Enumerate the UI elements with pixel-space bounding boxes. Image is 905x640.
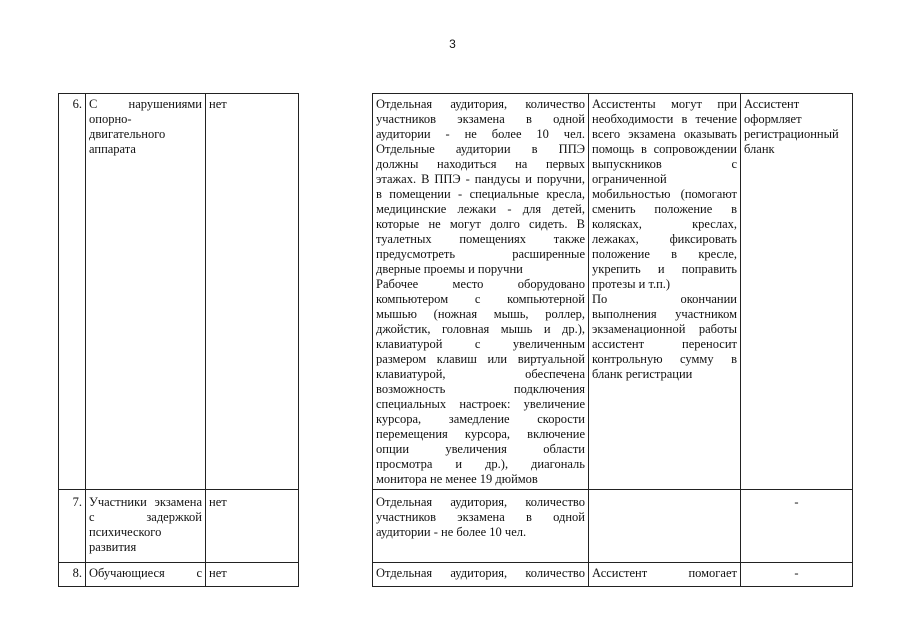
text-line: По окончании <box>592 292 737 306</box>
text-line: Ассистенты могут при <box>592 97 737 111</box>
text-line: опции увеличения области <box>376 442 585 456</box>
page-number: 3 <box>449 37 456 51</box>
text-line: аппарата <box>89 142 136 156</box>
text-line: двигательного <box>89 127 166 141</box>
text-line: опорно- <box>89 112 132 126</box>
text-line: просмотра и др.), диагональ <box>376 457 585 471</box>
text-line: необходимости в течение <box>592 112 737 126</box>
assistant-duties-cell <box>589 490 741 563</box>
text-line: С нарушениями <box>89 97 202 111</box>
text-line: выполнения участником <box>592 307 737 321</box>
text-line: Отдельная аудитория, количество <box>376 495 585 509</box>
text-line: положение в кресле, <box>592 247 737 261</box>
note-cell: нет <box>206 563 299 587</box>
text-line: этажах. В ППЭ - пандусы и поручни, <box>376 172 585 186</box>
text-line: Ассистент <box>744 97 800 111</box>
text-line: дверные проемы и поручни <box>376 262 523 276</box>
text-line: участников экзамена в одной <box>376 112 585 126</box>
text-line: перемещения курсора, включение <box>376 427 585 441</box>
text-line: Ассистент помогает <box>592 566 737 580</box>
text-line: развития <box>89 540 137 554</box>
table-right-part <box>372 93 853 587</box>
text-line: экзаменационной работы <box>592 322 737 336</box>
text-line: джойстик, головная мышь и др.), <box>376 322 585 336</box>
text-line: возможность подключения <box>376 382 585 396</box>
text-line: укрепить и поправить <box>592 262 737 276</box>
note-cell: нет <box>206 490 299 563</box>
text-line: Участники экзамена <box>89 495 202 509</box>
text-line: Отдельные аудитории в ППЭ <box>376 142 585 156</box>
row-number-cell: 8. <box>59 563 86 587</box>
text-line: колясках, креслах, <box>592 217 737 231</box>
text-line: помощь в сопровождении <box>592 142 737 156</box>
text-line: психического <box>89 525 162 539</box>
text-line: ограниченной <box>592 172 667 186</box>
text-line: всего экзамена оказывать <box>592 127 737 141</box>
text-line: регистрационный <box>744 127 839 141</box>
text-line: - <box>794 495 799 509</box>
text-line: оформляет <box>744 112 802 126</box>
text-line: Обучающиеся с <box>89 566 202 580</box>
text-line: сменить положение в <box>592 202 737 216</box>
text-line: Рабочее место оборудовано <box>376 277 585 291</box>
category-cell <box>86 563 206 587</box>
text-line: в помещении - специальные кресла, <box>376 187 585 201</box>
text-line: монитора не менее 19 дюймов <box>376 472 538 486</box>
text-line: Отдельная аудитория, количество <box>376 97 585 111</box>
category-cell <box>86 490 206 563</box>
exam-conditions-cell <box>373 490 589 563</box>
text-line: - <box>794 566 799 580</box>
text-line: туалетных помещениях также <box>376 232 585 246</box>
category-cell <box>86 94 206 490</box>
registration-cell <box>741 94 853 490</box>
text-line: медицинские лежаки - для детей, <box>376 202 585 216</box>
text-line: аудитории - не более 10 чел. <box>376 127 585 141</box>
text-line: бланк <box>744 142 775 156</box>
text-line: мобильностью (помогают <box>592 187 737 201</box>
exam-conditions-cell <box>373 563 589 587</box>
text-line: лежаках, фиксировать <box>592 232 737 246</box>
table-left-part <box>58 93 299 587</box>
registration-cell <box>741 490 853 563</box>
text-line: Отдельная аудитория, количество <box>376 566 585 580</box>
text-line: с задержкой <box>89 510 202 524</box>
text-line: размером клавиш или виртуальной <box>376 352 585 366</box>
text-line: аудитории - не более 10 чел. <box>376 525 527 539</box>
text-line: ассистент переносит <box>592 337 737 351</box>
text-line: мышью (ножная мышь, роллер, <box>376 307 585 321</box>
text-line: специальных настроек: увеличение <box>376 397 585 411</box>
text-line: протезы и т.п.) <box>592 277 671 291</box>
exam-conditions-cell <box>373 94 589 490</box>
text-line: контрольную сумму в <box>592 352 737 366</box>
text-line: выпускников с <box>592 157 737 171</box>
text-line: бланк регистрации <box>592 367 693 381</box>
assistant-duties-cell <box>589 563 741 587</box>
text-line: компьютером с компьютерной <box>376 292 585 306</box>
assistant-duties-cell <box>589 94 741 490</box>
row-number-cell: 7. <box>59 490 86 563</box>
text-line: клавиатурой с увеличенным <box>376 337 585 351</box>
text-line: должны находиться на первых <box>376 157 585 171</box>
text-line: которые не могут долго сидеть. В <box>376 217 585 231</box>
registration-cell <box>741 563 853 587</box>
note-cell: нет <box>206 94 299 490</box>
row-number-cell: 6. <box>59 94 86 490</box>
text-line: предусмотреть расширенные <box>376 247 585 261</box>
text-line: участников экзамена в одной <box>376 510 585 524</box>
text-line: клавиатурой, обеспечена <box>376 367 585 381</box>
text-line: курсора, замедление скорости <box>376 412 585 426</box>
